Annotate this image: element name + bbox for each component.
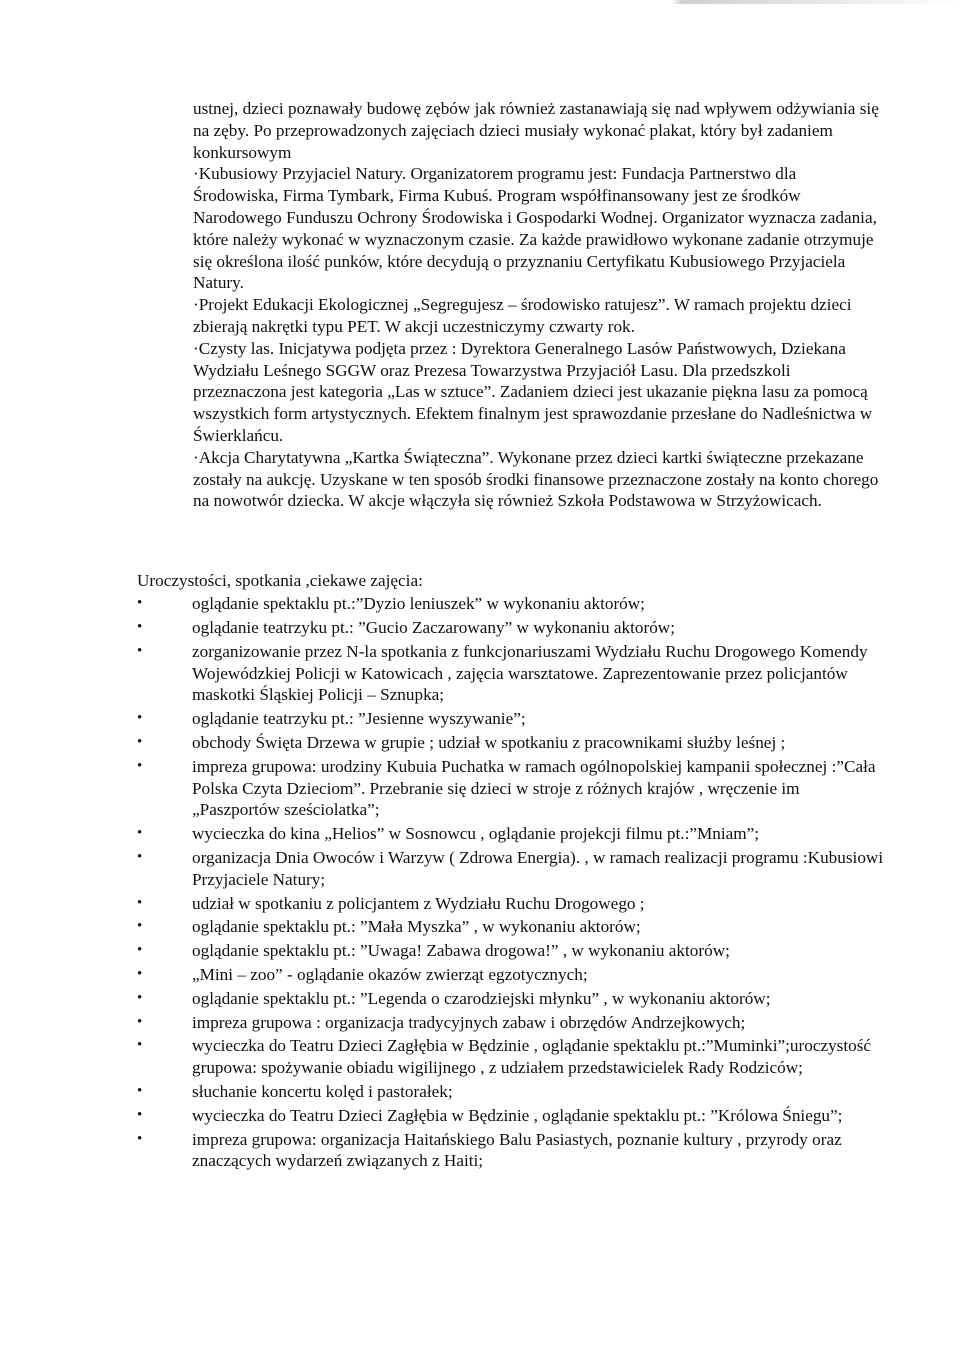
scan-edge — [0, 0, 960, 4]
paragraph-akcja-charytatywna: ·Akcja Charytatywna „Kartka Świąteczna”. Wykonane przez dzieci kartki świąteczne przekazane zostały na aukcję. Uzyskane w ten sposób środki finansowe przeznaczone zostały na konto chorego na nowotwór dziecka. W akcje włączyła się również Szkoła Podstawowa w Strzyżowicach. — [193, 447, 879, 511]
list-item: • oglądanie spektaklu pt.: ”Uwaga! Zabawa drogowa!” , w wykonaniu aktorów; — [137, 940, 887, 962]
section-title: Uroczystości, spotkania ,ciekawe zajęcia: — [137, 571, 423, 590]
list-item: • impreza grupowa: urodziny Kubuia Puchatka w ramach ogólnopolskiej kampanii społecznej :”Cała Polska Czyta Dzieciom”. Przebranie się dzieci w stroje z różnych krajów , wręczenie im „Paszportów sześciolatka”; — [137, 756, 887, 821]
list-item: • słuchanie koncertu kolęd i pastorałek; — [137, 1081, 887, 1103]
list-item: • oglądanie teatrzyku pt.: ”Jesienne wyszywanie”; — [137, 708, 887, 730]
list-item: • wycieczka do Teatru Dzieci Zagłębia w Będzinie , oglądanie spektaklu pt.: ”Królowa Śniegu”; — [137, 1105, 887, 1127]
events-section — [137, 570, 887, 1174]
list-item: • wycieczka do kina „Helios” w Sosnowcu , oglądanie projekcji filmu pt.:”Mniam”; — [137, 823, 887, 845]
paragraph-kubusiowy-przyjaciel: ·Kubusiowy Przyjaciel Natury. Organizatorem programu jest: Fundacja Partnerstwo dla Środowiska, Firma Tymbark, Firma Kubuś. Program współfinansowany jest ze środków Narodowego Funduszu Ochrony Środowiska i Gospodarki Wodnej. Organizator wyznacza zadania, które należy wykonać w wyznaczonym czasie. Za każde prawidłowo wykonane zadanie otrzymuje się określona ilość punków, które decydują o przyznaniu Certyfikatu Kubusiowego Przyjaciela Natury. — [193, 164, 877, 293]
list-item: • impreza grupowa: organizacja Haitańskiego Balu Pasiastych, poznanie kultury , przyrody oraz znaczących wydarzeń związanych z Haiti; — [137, 1129, 887, 1173]
paragraph-tooth-lesson: ustnej, dzieci poznawały budowę zębów jak również zastanawiają się nad wpływem odżywiania się na zęby. Po przeprowadzonych zajęciach dzieci musiały wykonać plakat, który był zadaniem konkursowym — [193, 99, 879, 162]
list-item: • udział w spotkaniu z policjantem z Wydziału Ruchu Drogowego ; — [137, 893, 887, 915]
list-item: • „Mini – zoo” - oglądanie okazów zwierząt egzotycznych; — [137, 964, 887, 986]
list-item: • impreza grupowa : organizacja tradycyjnych zabaw i obrzędów Andrzejkowych; — [137, 1012, 887, 1034]
list-item: • oglądanie spektaklu pt.:”Dyzio leniuszek” w wykonaniu aktorów; — [137, 593, 887, 615]
events-list — [137, 593, 887, 1172]
list-item: • oglądanie spektaklu pt.: ”Legenda o czarodziejski młynku” , w wykonaniu aktorów; — [137, 988, 887, 1010]
list-item: • wycieczka do Teatru Dzieci Zagłębia w Będzinie , oglądanie spektaklu pt.:”Muminki”;uroczystość grupowa: spożywanie obiadu wigilijnego , z udziałem przedstawicielek Rady Rodziców; — [137, 1035, 887, 1079]
paragraph-czysty-las: ·Czysty las. Inicjatywa podjęta przez : Dyrektora Generalnego Lasów Państwowych, Dziekana Wydziału Leśnego SGGW oraz Prezesa Towarzystwa Przyjaciół Lasu. Dla przedszkoli przeznaczona jest kategoria „Las w sztuce”. Zadaniem dzieci jest ukazanie piękna lasu za pomocą wszystkich form artystycznych. Efektem finalnym jest sprawozdanie przesłane do Nadleśnictwa w Świerklańcu. — [193, 338, 873, 445]
list-item: • obchody Święta Drzewa w grupie ; udział w spotkaniu z pracownikami służby leśnej ; — [137, 732, 887, 754]
list-item: • organizacja Dnia Owoców i Warzyw ( Zdrowa Energia). , w ramach realizacji programu :Kubusiowi Przyjaciele Natury; — [137, 847, 887, 891]
list-item: • oglądanie spektaklu pt.: ”Mała Myszka” , w wykonaniu aktorów; — [137, 916, 887, 938]
list-item: • zorganizowanie przez N-la spotkania z funkcjonariuszami Wydziału Ruchu Drogowego Komendy Wojewódzkiej Policji w Katowicach , zajęcia warsztatowe. Zaprezentowanie przez policjantów maskotki Śląskiej Policji – Sznupka; — [137, 641, 887, 706]
list-item: • oglądanie teatrzyku pt.: ”Gucio Zaczarowany” w wykonaniu aktorów; — [137, 617, 887, 639]
paragraph-projekt-edukacji: ·Projekt Edukacji Ekologicznej „Segregujesz – środowisko ratujesz”. W ramach projektu dzieci zbierają nakrętki typu PET. W akcji uczestniczymy czwarty rok. — [193, 295, 852, 336]
intro-text-block — [193, 98, 883, 512]
